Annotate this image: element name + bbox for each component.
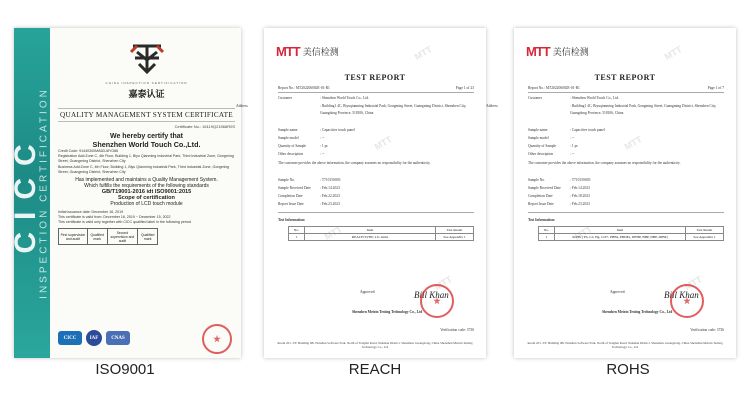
completion-date-line: Completion Date : Feb.18.2023: [528, 194, 590, 198]
table-cell: Second supervision and audit: [107, 229, 138, 245]
accreditation-logos: [58, 330, 130, 346]
cicc-logo: CICC: [58, 331, 82, 345]
mtt-header: [526, 44, 589, 59]
report-title: TEST REPORT: [344, 73, 406, 82]
other-line: Other description : --: [528, 152, 575, 156]
quantity-line: Quantity of Sample : 1 pc: [528, 144, 578, 148]
certificate-title: QUALITY MANAGEMENT SYSTEM CERTIFICATE: [58, 108, 235, 122]
approver-company: Shenzhen Meixin Testing Technology Co., Ltd: [352, 310, 423, 314]
issue-date-line: Report Issue Date : Feb.23.2023: [528, 202, 590, 206]
report-number-line: [278, 86, 474, 90]
received-date-line: Sample Received Date : Feb.14.2023: [528, 186, 590, 190]
test-info-heading: Test Information:: [278, 218, 306, 222]
validity-note: This certificate is valid only together with CICC qualified label in the following period: [58, 220, 191, 225]
iso9001-certificate-image[interactable]: [9, 28, 241, 358]
mtt-logo: MTT: [526, 44, 550, 59]
customer-note: The customer provides the above information, the company assumes no responsibility for the authenticity.: [528, 161, 681, 165]
test-info-heading: Test Information:: [528, 218, 556, 222]
watermark-text: MTT: [322, 224, 344, 242]
issue-date-line: Report Issue Date : Feb.23.2023: [278, 202, 340, 206]
table-header: No.: [289, 227, 305, 234]
divider: [278, 92, 474, 93]
watermark-text: MTT: [432, 274, 454, 292]
table-row: 1 REACH SVHC 211 items See Appendix 1: [289, 234, 474, 241]
watermark-text: MTT: [572, 224, 594, 242]
sample-model-line: Sample model : --: [278, 136, 325, 140]
quantity-line: Quantity of Sample : 1 pc: [278, 144, 328, 148]
table-header: No.: [539, 227, 555, 234]
approver-signature: Bill Khan: [664, 290, 699, 300]
report-footer: Room 201, 3/F, Building 6B, Nanshan Software Park, North of Tonghai Road, Nanshan District, Shenzhen, Guangdong, China Shenzhen Meixin Testing Technology Co., Ltd: [277, 340, 473, 350]
mtt-header: [276, 44, 339, 59]
red-seal-stamp: [202, 324, 232, 354]
watermark-text: MTT: [662, 44, 684, 62]
reach-test-report-image[interactable]: [236, 28, 486, 358]
test-results-table: [538, 226, 724, 241]
page-count: Page 1 of 23: [455, 86, 474, 90]
approver-signature: Bill Khan: [414, 290, 449, 300]
cicc-chinese-name: 嘉泰认证: [128, 90, 165, 100]
sample-name-line: Sample name : Capacitive touch panel: [278, 128, 355, 132]
credit-code: Credit Code: 91440300MA5DJ8YG86: [58, 149, 119, 153]
mtt-logo: MTT: [276, 44, 300, 59]
table-cell: Qualified mark: [87, 229, 107, 245]
caption-rohs: ROHS: [606, 361, 650, 378]
report-footer: Room 201, 3/F, Building 6B, Nanshan Software Park, North of Tonghai Road, Nanshan District, Shenzhen, Guangdong, China Shenzhen Meixin Testing Technology Co., Ltd: [527, 340, 723, 350]
mtt-chinese-name: 美信检测: [552, 48, 589, 58]
validity-period: This certificate is valid from: December 16, 2019 ~ December 15, 2022: [58, 214, 171, 219]
certificate-number: Certificate No.: 16119Q21566R0S: [174, 124, 235, 129]
cnas-logo: CNAS: [106, 331, 130, 345]
supervision-table: [58, 228, 158, 245]
verification-code: Verification code: 3736: [440, 328, 474, 332]
implemented-statement: Has implemented and maintains a Quality Management System.: [75, 177, 218, 184]
fulfills-statement: Which fulfills the requirements of the following standards: [84, 183, 209, 190]
report-number: Report No.: MT202206002E-01-R1: [278, 86, 330, 90]
caption-iso9001: ISO9001: [95, 361, 155, 378]
verification-code: Verification code: 3736: [690, 328, 724, 332]
divider: [278, 212, 474, 213]
table-header: Test Result: [436, 227, 474, 234]
report-title: TEST REPORT: [594, 73, 656, 82]
approved-label: Approved:: [360, 290, 376, 294]
other-line: Other description : --: [278, 152, 325, 156]
sample-model-line: Sample model : --: [528, 136, 575, 140]
report-number: Report No.: MT202206002E-01-R1: [528, 86, 580, 90]
page-count: Page 1 of 7: [707, 86, 724, 90]
divider: [528, 92, 724, 93]
certificate-side-band: [9, 28, 50, 358]
watermark-text: MTT: [372, 134, 394, 152]
band-cicc-text: CICC: [9, 132, 42, 254]
hereby-certify: We hereby certify that: [109, 133, 183, 140]
table-header: Item: [305, 227, 436, 234]
customer-line: Customer : Shenzhen World Touch Co., Ltd.: [528, 96, 620, 100]
divider: [528, 212, 724, 213]
table-row: 1 RoHS ( Pb, Cd, Hg, Cr6+, PBBs, PBDEs, DEHP, BBP, DBP, DIBP) See Appendix 1: [539, 234, 724, 241]
table-header: Item: [555, 227, 686, 234]
table-cell: First supervision and audit: [59, 229, 88, 245]
certified-company: Shenzhen World Touch Co.,Ltd.: [92, 140, 201, 149]
band-inspection-text: INSPECTION CERTIFICATION: [38, 87, 50, 299]
iaf-logo: IAF: [86, 330, 102, 346]
received-date-line: Sample Received Date : Feb.14.2023: [278, 186, 340, 190]
watermark-text: MTT: [412, 44, 434, 62]
test-results-table: [288, 226, 474, 241]
mtt-chinese-name: 美信检测: [302, 48, 339, 58]
customer-note: The customer provides the above information, the company assumes no responsibility for the authenticity.: [278, 161, 431, 165]
issuance-date: Initial issuance date: December 16, 2019: [58, 209, 124, 214]
address-line: Address : Building1 4C, Biyuqianming Industrial Park, Gongming Street, Guangming District, Shenzhen City, Guangdong Province, 518106, China: [486, 104, 717, 115]
table-cell: Qualified mark: [138, 229, 158, 245]
business-address: Business Add:Zone C, 4th Floor, Building 1, Biyu Qianming Industrial Park, Third Industrial Zone, Gongming Street, Guangming District, Shenzhen City: [58, 164, 230, 174]
completion-date-line: Completion Date : Feb.22.2023: [278, 194, 340, 198]
cicc-subtitle: CHINA INSPECTION CERTIFICATION: [105, 81, 188, 85]
scope-value: Production of LCD touch module: [110, 201, 183, 208]
approver-company: Shenzhen Meixin Testing Technology Co., Ltd: [602, 310, 673, 314]
approved-label: Approved:: [610, 290, 626, 294]
caption-reach: REACH: [348, 361, 402, 378]
scope-heading: Scope of certification: [118, 195, 175, 202]
cicc-emblem-icon: [127, 42, 167, 76]
sample-no-line: Sample No. : T71015S003: [278, 178, 341, 182]
rohs-test-report-image[interactable]: [486, 28, 736, 358]
watermark-text: MTT: [622, 134, 644, 152]
certificate-body: [50, 28, 241, 358]
address-line: Address : Building1 4C, Biyuqianming Industrial Park, Gongming Street, Guangming District, Shenzhen City, Guangdong Province, 518106, China: [236, 104, 467, 115]
table-header: Test Result: [686, 227, 724, 234]
watermark-text: MTT: [682, 274, 704, 292]
customer-line: Customer : Shenzhen World Touch Co., Ltd.: [278, 96, 370, 100]
report-number-line: [528, 86, 724, 90]
standard: GB/T19001-2016 idt ISO9001:2015: [101, 189, 192, 196]
registration-address: Registration Add:Zone C, 4th Floor, Building 1, Biyu Qianming Industrial Park, Third Industrial Zone, Gongming Street, Guangming District, Shenzhen City: [58, 154, 234, 164]
sample-name-line: Sample name : Capacitive touch panel: [528, 128, 605, 132]
sample-no-line: Sample No. : T71015S003: [528, 178, 591, 182]
